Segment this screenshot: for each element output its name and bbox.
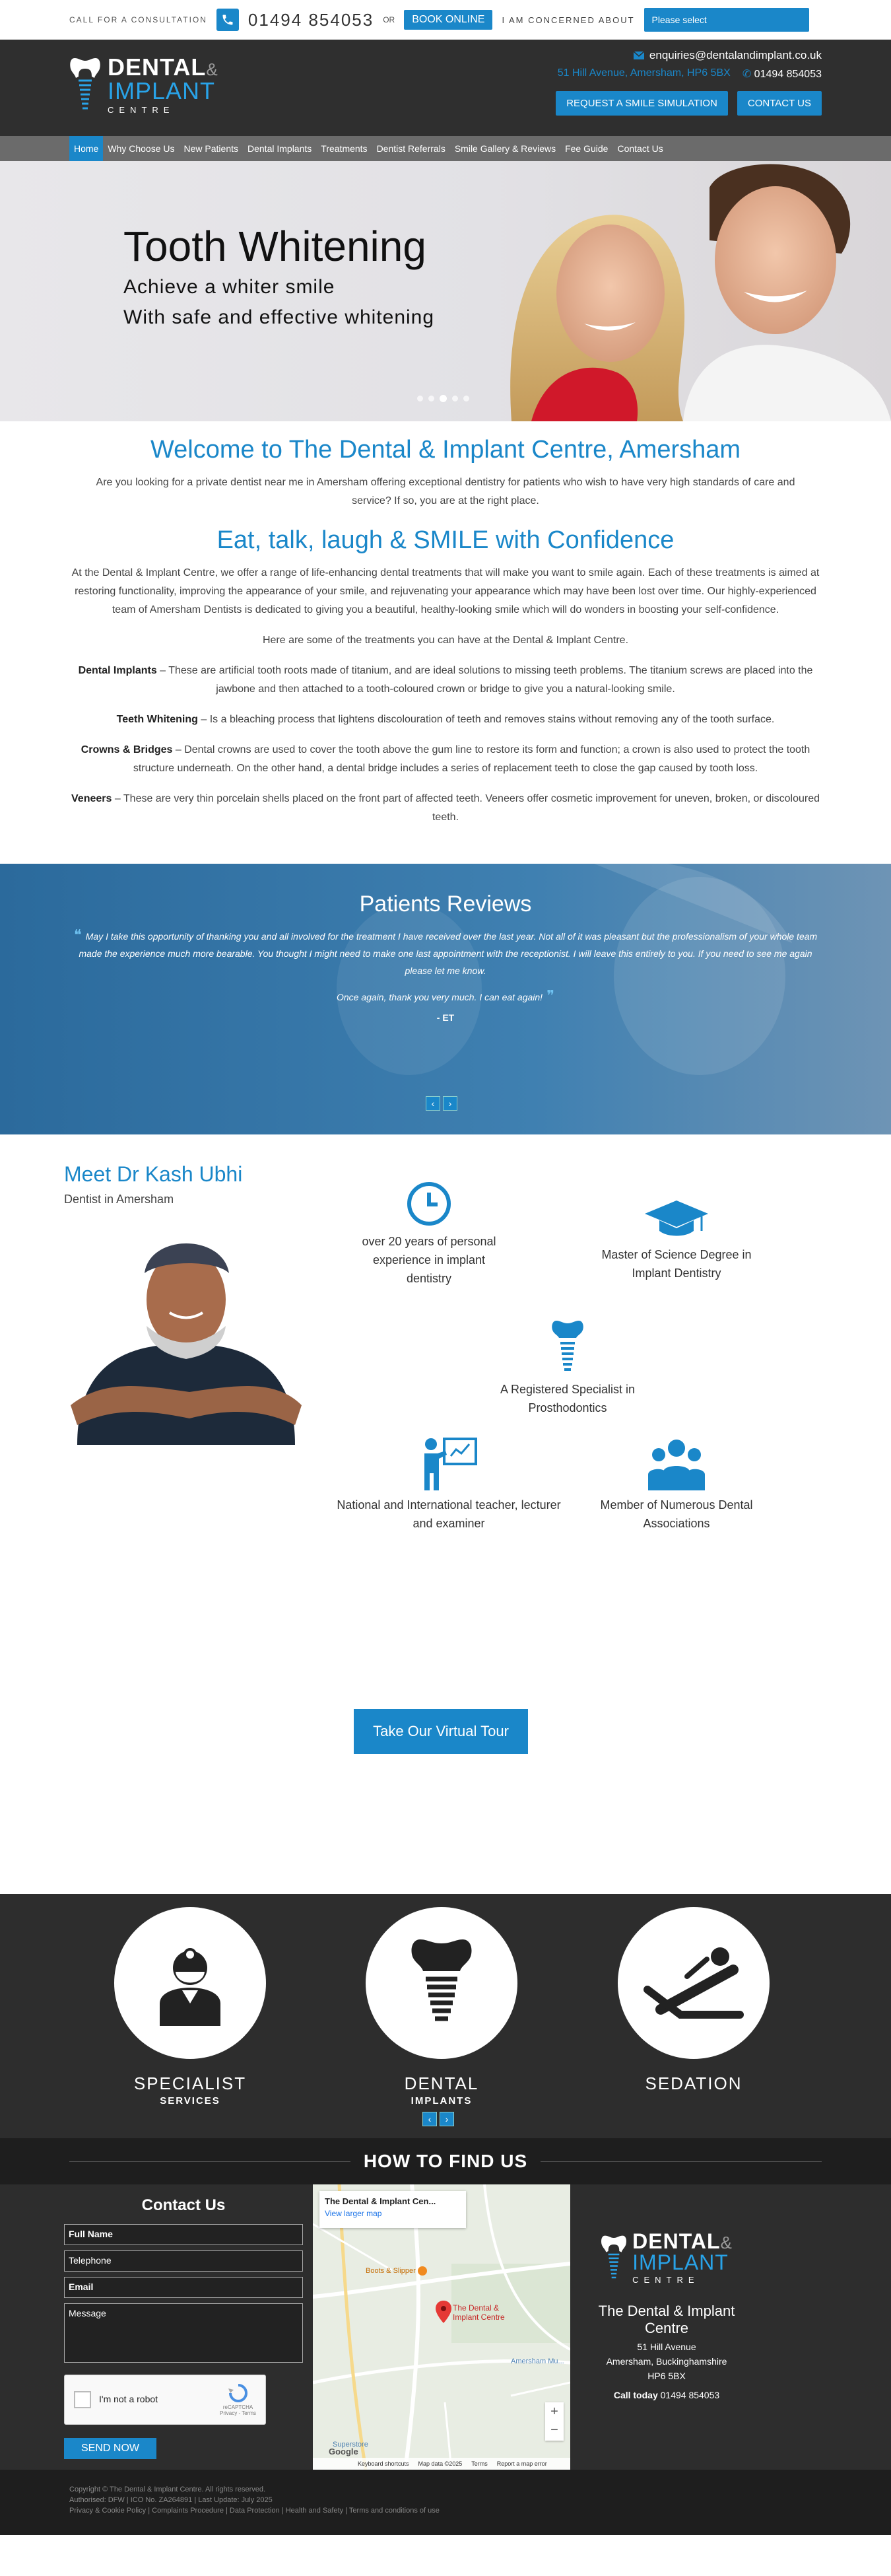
logo-centre: CENTRE xyxy=(108,104,175,115)
footer-logo-centre: CENTRE xyxy=(632,2275,700,2285)
treatment-crowns xyxy=(66,741,825,778)
services-next-button[interactable]: › xyxy=(440,2112,454,2126)
site-logo[interactable] xyxy=(69,54,218,115)
doctor-photo xyxy=(64,1227,308,1445)
teacher-icon xyxy=(419,1435,478,1490)
footer-logo-dental: DENTAL xyxy=(632,2229,721,2253)
footer-logo-amp: & xyxy=(720,2233,733,2252)
group-people-icon xyxy=(647,1435,706,1490)
map-data-label: Map data ©2025 xyxy=(418,2460,463,2467)
call-today xyxy=(581,2390,752,2400)
find-us-banner xyxy=(0,2138,891,2184)
map-terms-link[interactable]: Terms xyxy=(471,2460,488,2467)
map-poi-boots-label: Boots & Slipper xyxy=(366,2266,416,2275)
site-header xyxy=(0,40,891,136)
nav-treatments[interactable]: Treatments xyxy=(321,143,368,154)
address-name: The Dental & Implant Centre xyxy=(598,2303,735,2336)
nav-smile-gallery[interactable]: Smile Gallery & Reviews xyxy=(454,143,556,154)
book-online-button[interactable]: BOOK ONLINE xyxy=(404,10,492,30)
concern-select[interactable]: Please select xyxy=(644,8,809,32)
map-place-card xyxy=(319,2191,466,2228)
envelope-icon xyxy=(634,52,644,59)
meet-dentist-section xyxy=(0,1134,891,1894)
header-phone[interactable]: 01494 854053 xyxy=(754,69,822,80)
nav-why-choose-us[interactable]: Why Choose Us xyxy=(108,143,175,154)
treatment-text: – Dental crowns are used to cover the tooth above the gum line to restore its form and function; a crown is also used to protect the tooth structure underneath. On the other hand, a dental bridge includes a series of replacement teeth to close the gap caused by tooth loss. xyxy=(133,744,810,774)
reviews-section xyxy=(0,864,891,1134)
review-quote-text: May I take this opportunity of thanking you and all involved for the treatment I have received over the last year. Not all of it was pleasant but the professionalism of your whole team made the experience much more bearable. You thought I might need to make one last appointment with the receptionist. I will leave this entirely to you. If you need to see me again please let me know. xyxy=(79,931,818,976)
phone-small-icon: ✆ xyxy=(742,69,754,80)
treatment-name: Teeth Whitening xyxy=(116,714,198,725)
treatment-name: Crowns & Bridges xyxy=(81,744,173,755)
open-quote-icon: ❝ xyxy=(73,926,86,943)
logo-implant: IMPLANT xyxy=(108,77,216,104)
recaptcha-terms[interactable]: Privacy - Terms xyxy=(220,2410,256,2416)
hero-title: Tooth Whitening xyxy=(123,223,426,270)
contact-form-title: Contact Us xyxy=(141,2196,226,2214)
feature-experience xyxy=(356,1181,502,1288)
welcome-intro: Are you looking for a private dentist near me in Amersham offering exceptional dentistry for patients who wish to have very high standards of care and service? If so, you are at the right place. xyxy=(96,477,795,506)
service-title: SPECIALIST xyxy=(133,2073,247,2093)
feature-specialist-text: A Registered Specialist in Prosthodontics xyxy=(500,1383,636,1414)
virtual-tour-button[interactable]: Take Our Virtual Tour xyxy=(354,1709,528,1754)
review-quote xyxy=(69,926,822,979)
full-name-field[interactable]: Full Name xyxy=(64,2224,303,2245)
zoom-in-button[interactable]: + xyxy=(550,2404,558,2419)
address-block xyxy=(581,2231,752,2400)
view-larger-map-link[interactable]: View larger map xyxy=(325,2209,382,2218)
google-logo: Google xyxy=(329,2447,358,2456)
call-today-label: Call today xyxy=(613,2390,658,2400)
close-quote-icon: ❞ xyxy=(543,987,555,1004)
feature-masters-text: Master of Science Degree in Implant Dentistry xyxy=(601,1248,752,1280)
smile-simulation-button[interactable]: REQUEST A SMILE SIMULATION xyxy=(556,91,728,116)
registration-text: Authorised: DFW | ICO No. ZA264891 | Last Update: July 2025 xyxy=(69,2496,273,2504)
meet-subtitle: Dentist in Amersham xyxy=(64,1193,174,1206)
footer-links[interactable]: Privacy & Cookie Policy | Complaints Procedure | Data Protection | Health and Safety | Terms and conditions of use xyxy=(69,2507,440,2515)
map-label-amersham: Amersham Mu... xyxy=(511,2357,564,2365)
map-zoom-controls xyxy=(545,2402,564,2441)
feature-teacher xyxy=(337,1435,561,1533)
main-nav xyxy=(0,136,891,161)
google-map[interactable] xyxy=(313,2184,570,2470)
treatment-implants xyxy=(66,662,825,699)
feature-experience-text: over 20 years of personal experience in implant dentistry xyxy=(362,1235,496,1285)
logo-dental: DENTAL xyxy=(108,53,207,81)
top-bar xyxy=(0,0,891,40)
slider-dots xyxy=(417,396,469,402)
map-place-name: The Dental & Implant Cen... xyxy=(325,2196,436,2206)
feature-specialist xyxy=(482,1319,653,1417)
hero-couple-image xyxy=(485,161,891,421)
treatment-veneers xyxy=(66,790,825,827)
treatment-name: Veneers xyxy=(71,793,112,804)
contact-section xyxy=(0,2184,891,2470)
message-field[interactable]: Message xyxy=(64,2303,303,2363)
recaptcha-label: I'm not a robot xyxy=(99,2394,158,2404)
nav-home[interactable]: Home xyxy=(69,136,103,161)
treatment-whitening xyxy=(66,711,825,729)
treatment-name: Dental Implants xyxy=(78,665,157,676)
address-line-2: Amersham, Buckinghamshire xyxy=(606,2356,727,2367)
dental-chair-icon xyxy=(641,1943,746,2023)
treatment-text: – These are very thin porcelain shells placed on the front part of affected teeth. Veneers offer cosmetic improvement for uneven, broken, or discoloured teeth. xyxy=(112,793,820,823)
recaptcha-widget xyxy=(64,2375,266,2425)
service-title: DENTAL xyxy=(404,2073,479,2093)
service-subtitle: SERVICES xyxy=(160,2095,220,2106)
map-footer xyxy=(313,2458,570,2470)
address-line-1: 51 Hill Avenue xyxy=(637,2342,696,2352)
treatment-text: – Is a bleaching process that lightens discolouration of teeth and removes stains without removing any of the tooth surface. xyxy=(197,714,775,725)
contact-form xyxy=(64,2196,303,2459)
slider-dot[interactable] xyxy=(428,396,434,401)
phone-icon[interactable] xyxy=(216,9,239,31)
site-footer xyxy=(0,2470,891,2535)
or-label: OR xyxy=(383,15,395,24)
address-lines xyxy=(581,2340,752,2383)
slider-dot[interactable] xyxy=(463,396,469,401)
welcome-section xyxy=(0,421,891,827)
review-author: - ET xyxy=(436,1012,455,1023)
review-quote2-text: Once again, thank you very much. I can eat again! xyxy=(336,992,543,1002)
footer-logo[interactable] xyxy=(581,2231,752,2284)
slider-dot[interactable] xyxy=(452,396,458,401)
header-email[interactable]: enquiries@dentalandimplant.co.uk xyxy=(649,49,822,61)
tooth-logo-icon xyxy=(601,2231,627,2284)
slider-dot[interactable] xyxy=(417,396,423,401)
implant-icon xyxy=(409,1937,475,2029)
meet-title: Meet Dr Kash Ubhi xyxy=(64,1162,243,1186)
service-implants[interactable] xyxy=(366,1907,517,2106)
footer-logo-implant: IMPLANT xyxy=(632,2250,729,2274)
review-next-button[interactable]: › xyxy=(443,1096,457,1111)
treatments-intro: Here are some of the treatments you can have at the Dental & Implant Centre. xyxy=(262,635,629,646)
keyboard-shortcuts-link[interactable]: Keyboard shortcuts xyxy=(358,2460,409,2467)
service-title: SEDATION xyxy=(645,2073,742,2093)
nav-contact-us[interactable]: Contact Us xyxy=(617,143,663,154)
nav-dentist-referrals[interactable]: Dentist Referrals xyxy=(376,143,446,154)
map-pin-icon[interactable] xyxy=(436,2301,451,2326)
recaptcha-checkbox[interactable] xyxy=(74,2391,91,2408)
feature-masters xyxy=(581,1194,772,1282)
service-subtitle: IMPLANTS xyxy=(411,2095,473,2106)
treatments-paragraph: At the Dental & Implant Centre, we offer a range of life-enhancing dental treatments that will make you want to smile again. Each of these treatments is aimed at restoring functionality, improving the appearance of your smile, and rejuvenating your appearance which may have been lost over time. Our highly-experienced team of Amersham Dentists is dedicated to giving you a beautiful, healthy-looking smile which will do wonders in boosting your self-confidence. xyxy=(71,567,820,615)
tooth-implant-icon xyxy=(551,1319,584,1375)
telephone-field[interactable]: Telephone xyxy=(64,2250,303,2272)
feature-member xyxy=(581,1435,772,1533)
confidence-title: Eat, talk, laugh & SMILE with Confidence xyxy=(216,526,675,554)
treatment-text: – These are artificial tooth roots made of titanium, and are ideal solutions to missing teeth problems. The titanium screws are placed into the jawbone and then attached to a tooth-coloured crown or bridge to give you a natural-looking smile. xyxy=(156,665,813,695)
concerned-label: I AM CONCERNED ABOUT xyxy=(502,15,635,25)
copyright-text: Copyright © The Dental & Implant Centre. All rights reserved. xyxy=(69,2486,266,2493)
reviews-title: Patients Reviews xyxy=(359,891,532,917)
feature-teacher-text: National and International teacher, lecturer and examiner xyxy=(337,1498,561,1530)
services-prev-button[interactable]: ‹ xyxy=(422,2112,437,2126)
review-prev-button[interactable]: ‹ xyxy=(426,1096,440,1111)
map-poi-boots xyxy=(366,2266,427,2276)
clock-icon xyxy=(406,1181,452,1227)
send-button[interactable]: SEND NOW xyxy=(64,2438,156,2459)
tooth-logo-icon xyxy=(69,54,101,115)
logo-amp: & xyxy=(206,59,218,79)
top-phone-number[interactable]: 01494 854053 xyxy=(248,9,374,30)
find-us-title: HOW TO FIND US xyxy=(350,2151,541,2172)
nav-dental-implants[interactable]: Dental Implants xyxy=(248,143,312,154)
map-pin-label: The Dental & Implant Centre xyxy=(453,2303,505,2322)
hero-slider[interactable] xyxy=(0,161,891,421)
slider-dot-active[interactable] xyxy=(440,395,447,402)
nav-fee-guide[interactable]: Fee Guide xyxy=(565,143,609,154)
review-quote-2 xyxy=(69,987,822,1004)
hero-subtitle: Achieve a whiter smile xyxy=(123,276,335,298)
contact-us-button[interactable]: CONTACT US xyxy=(737,91,822,116)
address-line-3: HP6 5BX xyxy=(647,2371,686,2381)
call-today-number[interactable]: 01494 854053 xyxy=(660,2390,720,2400)
recaptcha-logo-icon xyxy=(220,2383,256,2416)
nav-new-patients[interactable]: New Patients xyxy=(183,143,238,154)
welcome-title: Welcome to The Dental & Implant Centre, Amersham xyxy=(150,436,741,464)
service-specialist[interactable] xyxy=(114,1907,266,2106)
services-carousel xyxy=(0,1894,891,2138)
graduation-cap-icon xyxy=(644,1194,710,1240)
feature-member-text: Member of Numerous Dental Associations xyxy=(600,1498,753,1530)
shop-icon xyxy=(418,2266,427,2276)
call-label: CALL FOR A CONSULTATION xyxy=(69,15,207,24)
report-map-error-link[interactable]: Report a map error xyxy=(496,2460,547,2467)
dentist-icon xyxy=(150,1940,230,2026)
zoom-out-button[interactable]: − xyxy=(550,2423,558,2437)
header-address[interactable]: 51 Hill Avenue, Amersham, HP6 5BX xyxy=(557,67,731,79)
map-label-superstore: Superstore xyxy=(333,2441,368,2449)
recaptcha-brand: reCAPTCHA xyxy=(222,2404,253,2410)
service-sedation[interactable] xyxy=(618,1907,770,2095)
hero-subtitle-2: With safe and effective whitening xyxy=(123,306,435,328)
email-field[interactable]: Email xyxy=(64,2277,303,2298)
